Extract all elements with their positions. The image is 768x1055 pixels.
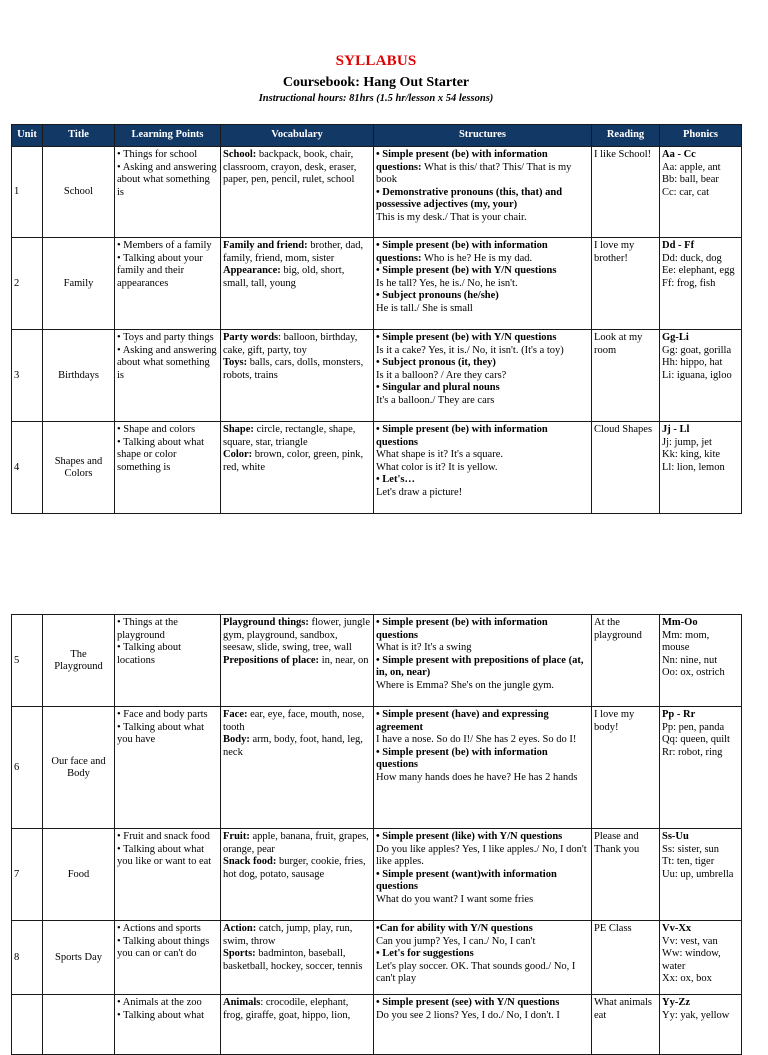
- structures-cell: [374, 921, 592, 995]
- structure-line: [376, 382, 589, 395]
- vocabulary-category: Face:: [223, 709, 248, 720]
- vocabulary-category: Body:: [223, 734, 250, 745]
- structure-example: What is it? It's a swing: [376, 642, 472, 653]
- phonics-heading: Jj - Ll: [662, 424, 690, 435]
- vocabulary-words: burger, cookie, fries, hot dog, potato, sausage: [223, 856, 366, 880]
- table-body-page-1: [12, 147, 742, 514]
- learning-point: • Talking about your family and their appearances: [117, 252, 203, 289]
- phonics-item: Li: iguana, igloo: [662, 369, 732, 381]
- vocabulary-category: Toys:: [223, 357, 248, 368]
- structure-line: [376, 332, 589, 345]
- reading-cell: What animals eat: [592, 995, 660, 1055]
- structure-example: What color is it? It is yellow.: [376, 461, 498, 473]
- reading-cell: PE Class: [592, 921, 660, 995]
- structure-line: [376, 923, 589, 936]
- vocabulary-cell: [221, 147, 374, 238]
- structure-example: Can you jump? Yes, I can./ No, I can't: [376, 935, 536, 947]
- vocabulary-cell: [221, 829, 374, 921]
- vocabulary-group: [223, 734, 371, 759]
- structures-cell: [374, 147, 592, 238]
- structure-line: [376, 474, 589, 487]
- unit-number-cell: 2: [12, 238, 43, 330]
- learning-points-cell: [115, 615, 221, 707]
- structures-cell: [374, 330, 592, 422]
- unit-number-cell: 6: [12, 707, 43, 829]
- phonics-cell: [660, 829, 742, 921]
- phonics-heading: Yy-Zz: [662, 997, 690, 1008]
- vocabulary-group: [223, 449, 371, 474]
- vocabulary-group: [223, 709, 371, 734]
- structure-line: [376, 395, 589, 408]
- vocabulary-group: [223, 149, 371, 187]
- phonics-heading: Dd - Ff: [662, 240, 695, 251]
- structure-line: [376, 149, 589, 187]
- learning-points-cell: [115, 707, 221, 829]
- phonics-item: Ee: elephant, egg: [662, 265, 735, 276]
- table-header-row: [12, 125, 742, 147]
- learning-point: • Actions and sports: [117, 923, 201, 934]
- unit-number-cell: 5: [12, 615, 43, 707]
- learning-points-cell: [115, 995, 221, 1055]
- structure-example: Let's play soccer. OK. That sounds good./ No, I can't play: [376, 960, 576, 984]
- structure-line: [376, 642, 589, 655]
- phonics-item: Ss: sister, sun: [662, 843, 720, 855]
- vocabulary-group: [223, 997, 371, 1022]
- phonics-item: Hh: hippo, hat: [662, 357, 723, 368]
- structure-line: [376, 265, 589, 278]
- phonics-item: Ll: lion, lemon: [662, 461, 725, 473]
- structure-example: I have a nose. So do I!/ She has 2 eyes. So do I!: [376, 734, 577, 745]
- unit-title-cell: Birthdays: [43, 330, 115, 422]
- vocabulary-words: arm, body, foot, hand, leg, neck: [223, 734, 363, 758]
- column-header-vocabulary: Vocabulary: [221, 125, 374, 147]
- structure-line: [376, 655, 589, 680]
- phonics-item: Qq: queen, quilt: [662, 734, 730, 745]
- phonics-heading: Gg-Li: [662, 332, 689, 343]
- structure-line: [376, 734, 589, 747]
- reading-cell: I like School!: [592, 147, 660, 238]
- structure-heading: • Simple present (be) with information questions:: [376, 149, 548, 173]
- vocabulary-words: apple, banana, fruit, grapes, orange, pear: [223, 831, 369, 855]
- structure-heading: • Singular and plural nouns: [376, 382, 500, 393]
- unit-number-cell: 7: [12, 829, 43, 921]
- structure-example: This is my desk./ That is your chair.: [376, 211, 527, 223]
- vocabulary-cell: [221, 615, 374, 707]
- learning-point: • Talking about what you have: [117, 721, 205, 745]
- phonics-heading: Vv-Xx: [662, 923, 692, 934]
- structure-heading: • Demonstrative pronouns (this, that) and possessive adjectives (my, your): [376, 186, 563, 210]
- structure-example: Where is Emma? She's on the jungle gym.: [376, 679, 555, 691]
- structure-heading: • Let's for suggestions: [376, 948, 474, 959]
- structures-cell: [374, 615, 592, 707]
- structure-heading: •Can for ability with Y/N questions: [376, 923, 533, 934]
- reading-cell: I love my brother!: [592, 238, 660, 330]
- syllabus-table-page-1: [11, 124, 742, 514]
- structure-line: [376, 869, 589, 894]
- document-header: [0, 52, 752, 105]
- vocabulary-group: [223, 831, 371, 856]
- vocabulary-category: Color:: [223, 449, 253, 460]
- vocabulary-words: brown, color, green, pink, red, white: [223, 449, 364, 473]
- structure-line: [376, 747, 589, 772]
- learning-points-cell: [115, 422, 221, 514]
- table-row: [12, 995, 742, 1055]
- structure-line: [376, 617, 589, 642]
- structure-example: Let's draw a picture!: [376, 486, 463, 498]
- vocabulary-group: [223, 948, 371, 973]
- structure-example: Who is he? He is my dad.: [421, 252, 533, 264]
- vocabulary-category: Appearance:: [223, 265, 281, 276]
- unit-number-cell: 3: [12, 330, 43, 422]
- syllabus-table-page-2: [11, 614, 742, 1055]
- structure-example: How many hands does he have? He has 2 hands: [376, 771, 578, 783]
- learning-points-cell: [115, 330, 221, 422]
- column-header-learning-points: Learning Points: [115, 125, 221, 147]
- vocabulary-category: Prepositions of place:: [223, 654, 320, 666]
- phonics-cell: [660, 707, 742, 829]
- vocabulary-category: Shape:: [223, 424, 254, 435]
- structure-heading: • Simple present (be) with information questions: [376, 617, 548, 641]
- phonics-item: Gg: goat, gorilla: [662, 344, 732, 356]
- unit-title-cell: Family: [43, 238, 115, 330]
- structure-example: Is it a cake? Yes, it is./ No, it isn't. (It's a toy): [376, 344, 564, 356]
- structure-heading: • Simple present (see) with Y/N questions: [376, 997, 560, 1008]
- structure-line: [376, 370, 589, 383]
- unit-title-cell: [43, 995, 115, 1055]
- structure-example: Do you see 2 lions? Yes, I do./ No, I don't. I: [376, 1009, 560, 1021]
- structure-line: [376, 487, 589, 500]
- unit-title-cell: Sports Day: [43, 921, 115, 995]
- phonics-item: Aa: apple, ant: [662, 161, 721, 173]
- learning-point: • Things for school: [117, 149, 198, 160]
- reading-cell: Cloud Shapes: [592, 422, 660, 514]
- unit-number-cell: 4: [12, 422, 43, 514]
- phonics-item: Vv: vest, van: [662, 935, 718, 947]
- unit-title-cell: Food: [43, 829, 115, 921]
- structure-line: [376, 290, 589, 303]
- phonics-item: Pp: pen, panda: [662, 721, 725, 733]
- table-row: [12, 829, 742, 921]
- coursebook-title: Coursebook: Hang Out Starter: [282, 75, 470, 90]
- structure-heading: • Simple present (be) with information questions: [376, 746, 548, 770]
- vocabulary-words: flower, jungle gym, playground, sandbox, seesaw, slide, swing, tree, wall: [223, 617, 370, 653]
- column-header-reading: Reading: [592, 125, 660, 147]
- table-row: [12, 330, 742, 422]
- vocabulary-words: backpack, book, chair, classroom, crayon, desk, eraser, paper, pen, pencil, rulet, school: [223, 149, 357, 185]
- phonics-item: Tt: ten, tiger: [662, 856, 715, 867]
- structure-line: [376, 936, 589, 949]
- structure-line: [376, 424, 589, 449]
- unit-title-cell: The Playground: [43, 615, 115, 707]
- structure-example: Is he tall? Yes, he is./ No, he isn't.: [376, 277, 518, 289]
- structure-example: What do you want? I want some fries: [376, 893, 534, 905]
- column-header-structures: Structures: [374, 125, 592, 147]
- phonics-item: Nn: nine, nut: [662, 654, 718, 666]
- phonics-heading: Ss-Uu: [662, 831, 689, 842]
- structure-line: [376, 462, 589, 475]
- structures-cell: [374, 829, 592, 921]
- vocabulary-words: badminton, baseball, basketball, hockey, soccer, tennis: [223, 948, 363, 972]
- structure-heading: • Simple present (be) with Y/N questions: [376, 265, 557, 276]
- structures-cell: [374, 995, 592, 1055]
- vocabulary-category: Fruit:: [223, 831, 250, 842]
- learning-point: • Shape and colors: [117, 424, 196, 435]
- vocabulary-category: Sports:: [223, 948, 256, 959]
- phonics-item: Dd: duck, dog: [662, 252, 722, 264]
- learning-points-cell: [115, 238, 221, 330]
- phonics-item: Bb: ball, bear: [662, 174, 719, 185]
- structure-example: He is tall./ She is small: [376, 302, 473, 314]
- structure-line: [376, 831, 589, 844]
- structure-line: [376, 948, 589, 961]
- vocabulary-group: [223, 617, 371, 655]
- structures-cell: [374, 422, 592, 514]
- structure-line: [376, 212, 589, 225]
- structure-line: [376, 680, 589, 693]
- structure-heading: • Subject pronouns (he/she): [376, 290, 499, 301]
- vocabulary-words: catch, jump, play, run, swim, throw: [223, 923, 353, 947]
- structure-line: [376, 772, 589, 785]
- column-header-phonics: Phonics: [660, 125, 742, 147]
- structure-heading: • Let's…: [376, 474, 415, 485]
- structure-line: [376, 709, 589, 734]
- vocabulary-group: [223, 856, 371, 881]
- phonics-heading: Aa - Cc: [662, 149, 696, 160]
- learning-point: • Face and body parts: [117, 709, 208, 720]
- structure-line: [376, 894, 589, 907]
- vocabulary-group: [223, 332, 371, 357]
- learning-point: • Asking and answering about what something is: [117, 161, 217, 198]
- reading-cell: I love my body!: [592, 707, 660, 829]
- phonics-cell: [660, 147, 742, 238]
- instructional-hours: Instructional hours: 81hrs (1.5 hr/lesson x 54 lessons): [258, 93, 494, 104]
- vocabulary-group: [223, 265, 371, 290]
- vocabulary-cell: [221, 707, 374, 829]
- structure-line: [376, 240, 589, 265]
- vocabulary-group: [223, 655, 371, 668]
- unit-number-cell: 1: [12, 147, 43, 238]
- phonics-item: Ff: frog, fish: [662, 277, 716, 289]
- phonics-item: Xx: ox, box: [662, 973, 712, 984]
- structure-line: [376, 961, 589, 986]
- learning-points-cell: [115, 147, 221, 238]
- vocabulary-group: [223, 424, 371, 449]
- vocabulary-category: Family and friend:: [223, 240, 308, 251]
- structure-example: Do you like apples? Yes, I like apples./ No, I don't like apples.: [376, 843, 587, 867]
- vocabulary-words: brother, dad, family, friend, mom, sister: [223, 240, 364, 264]
- structure-heading: • Simple present (be) with information questions:: [376, 240, 548, 264]
- structure-heading: • Simple present with prepositions of place (at, in, on, near): [376, 654, 584, 678]
- structure-line: [376, 187, 589, 212]
- learning-point: • Fruit and snack food: [117, 831, 210, 842]
- learning-point: • Talking about things you can or can't do: [117, 935, 210, 959]
- vocabulary-group: [223, 357, 371, 382]
- phonics-cell: [660, 238, 742, 330]
- table-row: [12, 707, 742, 829]
- unit-number-cell: 8: [12, 921, 43, 995]
- structure-heading: • Simple present (like) with Y/N questions: [376, 831, 563, 842]
- structure-example: What is this/ that? This/ That is my book: [376, 161, 572, 185]
- vocabulary-cell: [221, 330, 374, 422]
- phonics-item: Ww: window, water: [662, 948, 721, 972]
- table-body-page-2: [12, 615, 742, 1055]
- unit-title-cell: School: [43, 147, 115, 238]
- phonics-item: Yy: yak, yellow: [662, 1009, 730, 1021]
- structure-line: [376, 449, 589, 462]
- unit-title-cell: Our face and Body: [43, 707, 115, 829]
- structure-example: It's a balloon./ They are cars: [376, 394, 495, 406]
- phonics-item: Kk: king, kite: [662, 449, 721, 460]
- vocabulary-words: balls, cars, dolls, monsters, robots, trains: [223, 357, 364, 381]
- learning-points-cell: [115, 921, 221, 995]
- structure-heading: • Simple present (want)with information questions: [376, 868, 557, 892]
- vocabulary-category: Party words: [223, 332, 279, 343]
- learning-point: • Talking about what shape or color something is: [117, 436, 205, 473]
- learning-point: • Talking about what: [117, 1009, 205, 1021]
- vocabulary-category: Playground things:: [223, 617, 309, 628]
- structure-example: Is it a balloon? / Are they cars?: [376, 369, 507, 381]
- column-header-unit: Unit: [12, 125, 43, 147]
- vocabulary-words: circle, rectangle, shape, square, star, triangle: [223, 424, 356, 448]
- vocabulary-words: in, near, on: [319, 654, 369, 666]
- vocabulary-category: Snack food:: [223, 856, 277, 867]
- structure-line: [376, 345, 589, 358]
- learning-point: • Toys and party things: [117, 332, 214, 343]
- phonics-cell: [660, 422, 742, 514]
- vocabulary-cell: [221, 921, 374, 995]
- vocabulary-words: big, old, short, small, tall, young: [223, 265, 345, 289]
- table-row: [12, 921, 742, 995]
- structure-example: What shape is it? It's a square.: [376, 449, 503, 460]
- phonics-item: Mm: mom, mouse: [662, 629, 710, 653]
- unit-title-cell: Shapes and Colors: [43, 422, 115, 514]
- unit-number-cell: [12, 995, 43, 1055]
- learning-points-cell: [115, 829, 221, 921]
- learning-point: • Members of a family: [117, 240, 212, 251]
- structure-line: [376, 844, 589, 869]
- phonics-item: Rr: robot, ring: [662, 746, 723, 758]
- table-row: [12, 147, 742, 238]
- structures-cell: [374, 707, 592, 829]
- learning-point: • Animals at the zoo: [117, 997, 202, 1008]
- structure-line: [376, 278, 589, 291]
- phonics-cell: [660, 330, 742, 422]
- phonics-item: Uu: up, umbrella: [662, 868, 734, 880]
- vocabulary-group: [223, 923, 371, 948]
- vocabulary-category: Animals: [223, 997, 261, 1008]
- vocabulary-category: Action:: [223, 923, 257, 934]
- table-row: [12, 422, 742, 514]
- vocabulary-category: School:: [223, 149, 257, 160]
- structure-heading: • Subject pronous (it, they): [376, 357, 496, 368]
- vocabulary-cell: [221, 422, 374, 514]
- learning-point: • Talking about locations: [117, 642, 181, 666]
- phonics-item: Cc: car, cat: [662, 186, 710, 198]
- structure-line: [376, 303, 589, 316]
- phonics-heading: Pp - Rr: [662, 709, 696, 720]
- document-title: SYLLABUS: [335, 53, 417, 69]
- vocabulary-cell: [221, 995, 374, 1055]
- vocabulary-words: : balloon, birthday, cake, gift, party, toy: [223, 332, 358, 356]
- learning-point: • Talking about what you like or want to eat: [117, 843, 212, 867]
- phonics-item: Jj: jump, jet: [662, 436, 712, 448]
- structure-line: [376, 1010, 589, 1023]
- phonics-cell: [660, 921, 742, 995]
- vocabulary-words: : crocodile, elephant, frog, giraffe, goat, hippo, lion,: [223, 997, 351, 1021]
- learning-point: • Things at the playground: [117, 617, 178, 641]
- reading-cell: At the playground: [592, 615, 660, 707]
- structure-line: [376, 997, 589, 1010]
- structure-heading: • Simple present (be) with Y/N questions: [376, 332, 557, 343]
- reading-cell: Look at my room: [592, 330, 660, 422]
- vocabulary-group: [223, 240, 371, 265]
- learning-point: • Asking and answering about what something is: [117, 344, 217, 381]
- reading-cell: Please and Thank you: [592, 829, 660, 921]
- phonics-item: Oo: ox, ostrich: [662, 667, 725, 678]
- table-row: [12, 615, 742, 707]
- structures-cell: [374, 238, 592, 330]
- table-row: [12, 238, 742, 330]
- structure-heading: • Simple present (be) with information questions: [376, 424, 548, 448]
- vocabulary-cell: [221, 238, 374, 330]
- column-header-title: Title: [43, 125, 115, 147]
- phonics-heading: Mm-Oo: [662, 617, 698, 628]
- phonics-cell: [660, 995, 742, 1055]
- structure-heading: • Simple present (have) and expressing agreement: [376, 709, 549, 733]
- vocabulary-words: ear, eye, face, mouth, nose, tooth: [223, 709, 365, 733]
- phonics-cell: [660, 615, 742, 707]
- structure-line: [376, 357, 589, 370]
